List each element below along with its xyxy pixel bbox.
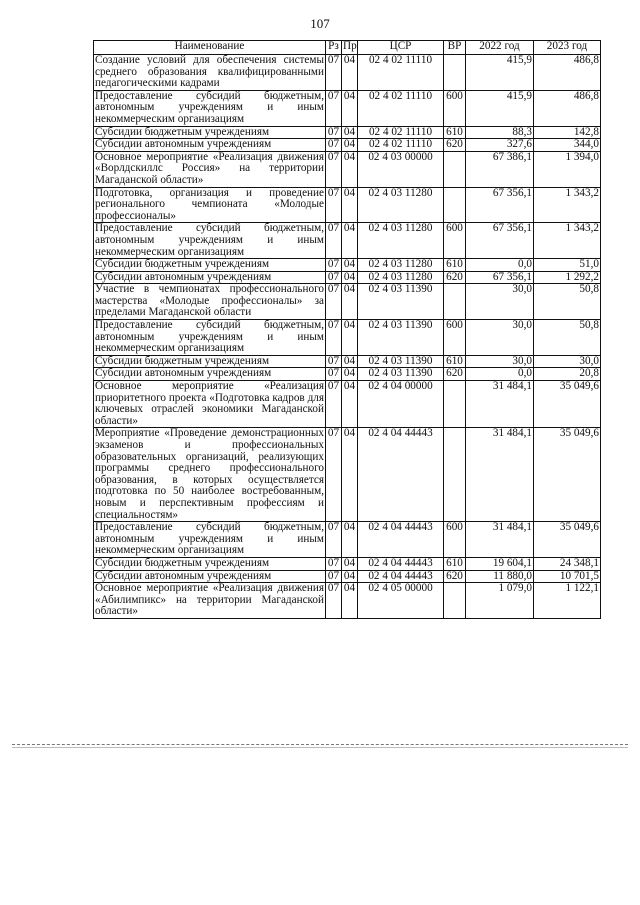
cell-2023: 1 122,1 <box>534 583 601 619</box>
cell-pr: 04 <box>342 522 358 558</box>
cell-2023: 35 049,6 <box>534 522 601 558</box>
cell-csr: 02 4 03 11390 <box>358 355 444 368</box>
cell-2022: 67 386,1 <box>466 151 534 187</box>
cell-2022: 415,9 <box>466 90 534 126</box>
table-row <box>94 55 601 91</box>
cell-csr: 02 4 04 44443 <box>358 570 444 583</box>
cell-name: Предоставление субсидий бюджетным, автономным учреждениям и иным некоммерческим организациям <box>95 222 324 258</box>
cell-2022: 30,0 <box>466 355 534 368</box>
cell-2023: 486,8 <box>534 90 601 126</box>
cell-vr <box>444 381 466 428</box>
cell-name: Субсидии бюджетным учреждениям <box>94 355 326 368</box>
table-body <box>94 55 601 619</box>
cell-rz: 07 <box>326 428 342 522</box>
cell-2023: 1 394,0 <box>534 151 601 187</box>
cell-rz: 07 <box>326 284 342 320</box>
cell-2022: 327,6 <box>466 139 534 152</box>
cell-rz: 07 <box>326 522 342 558</box>
cell-pr: 04 <box>342 320 358 356</box>
cell-csr: 02 4 04 44443 <box>358 557 444 570</box>
table-row <box>94 151 601 187</box>
cell-rz: 07 <box>326 368 342 381</box>
cell-rz: 07 <box>326 55 342 91</box>
cell-pr: 04 <box>342 139 358 152</box>
cell-2023: 142,8 <box>534 126 601 139</box>
cell-pr: 04 <box>342 381 358 428</box>
cell-name: Субсидии бюджетным учреждениям <box>94 126 326 139</box>
cell-name: Субсидии автономным учреждениям <box>94 271 326 284</box>
cell-2023: 20,8 <box>534 368 601 381</box>
cell-vr: 600 <box>444 320 466 356</box>
cell-name: Мероприятие «Проведение демонстрационных экзаменов и профессиональных образовательных организаций, реализующих программы среднего профессионального образования, в которых осуществляется подготовка по 50 наиболее востребованным, новым и перспективным профессиям и специальностям» <box>95 427 324 521</box>
page-number: 107 <box>310 16 330 31</box>
table-row <box>94 187 601 223</box>
cell-name: Подготовка, организация и проведение регионального чемпионата «Молодые профессионалы» <box>95 187 324 222</box>
cell-rz: 07 <box>326 223 342 259</box>
cell-rz: 07 <box>326 557 342 570</box>
cell-2022: 30,0 <box>466 320 534 356</box>
cell-rz: 07 <box>326 90 342 126</box>
cell-name: Участие в чемпионатах профессионального мастерства «Молодые профессионалы» за пределами Магаданской области <box>95 283 324 319</box>
cell-2023: 50,8 <box>534 284 601 320</box>
cell-csr: 02 4 02 11110 <box>358 126 444 139</box>
cell-csr: 02 4 02 11110 <box>358 90 444 126</box>
cell-pr: 04 <box>342 271 358 284</box>
cell-csr: 02 4 03 11280 <box>358 259 444 272</box>
cell-2023: 30,0 <box>534 355 601 368</box>
cell-pr: 04 <box>342 259 358 272</box>
table-row <box>94 368 601 381</box>
cell-csr: 02 4 04 00000 <box>358 381 444 428</box>
table-header-row <box>94 41 601 55</box>
cell-csr: 02 4 03 11280 <box>358 223 444 259</box>
table-row <box>94 271 601 284</box>
cell-csr: 02 4 03 11390 <box>358 284 444 320</box>
cell-pr: 04 <box>342 284 358 320</box>
table-row <box>94 320 601 356</box>
cell-2023: 1 343,2 <box>534 187 601 223</box>
cell-pr: 04 <box>342 583 358 619</box>
cell-rz: 07 <box>326 570 342 583</box>
cell-2022: 31 484,1 <box>466 522 534 558</box>
cell-pr: 04 <box>342 90 358 126</box>
cell-2022: 67 356,1 <box>466 271 534 284</box>
cell-2023: 1 292,2 <box>534 271 601 284</box>
table-row <box>94 259 601 272</box>
cell-rz: 07 <box>326 583 342 619</box>
cell-rz: 07 <box>326 126 342 139</box>
cell-pr: 04 <box>342 570 358 583</box>
cell-rz: 07 <box>326 271 342 284</box>
cell-rz: 07 <box>326 187 342 223</box>
cell-2022: 30,0 <box>466 284 534 320</box>
cell-pr: 04 <box>342 55 358 91</box>
cell-2022: 19 604,1 <box>466 557 534 570</box>
header-2023: 2023 год <box>534 41 601 55</box>
cell-vr <box>444 583 466 619</box>
cell-rz: 07 <box>326 355 342 368</box>
table-row <box>94 570 601 583</box>
cell-2022: 0,0 <box>466 259 534 272</box>
cell-2022: 0,0 <box>466 368 534 381</box>
cell-csr: 02 4 04 44443 <box>358 522 444 558</box>
scan-artifact-line <box>12 744 628 745</box>
table-row <box>94 428 601 522</box>
cell-2023: 10 701,5 <box>534 570 601 583</box>
header-name: Наименование <box>94 41 326 55</box>
cell-name: Предоставление субсидий бюджетным, автономным учреждениям и иным некоммерческим организациям <box>95 90 324 125</box>
cell-2023: 50,8 <box>534 320 601 356</box>
scan-artifact-line <box>12 747 628 748</box>
cell-2023: 35 049,6 <box>534 381 601 428</box>
cell-vr <box>444 55 466 91</box>
cell-csr: 02 4 02 11110 <box>358 139 444 152</box>
cell-csr: 02 4 04 44443 <box>358 428 444 522</box>
cell-2022: 88,3 <box>466 126 534 139</box>
table-row <box>94 583 601 619</box>
cell-vr: 600 <box>444 223 466 259</box>
cell-2022: 67 356,1 <box>466 187 534 223</box>
header-csr: ЦСР <box>358 41 444 55</box>
cell-name: Предоставление субсидий бюджетным, автономным учреждениям и иным некоммерческим организациям <box>95 521 324 557</box>
cell-2023: 344,0 <box>534 139 601 152</box>
table-row <box>94 355 601 368</box>
cell-name: Основное мероприятие «Реализация приоритетного проекта «Подготовка кадров для ключевых отраслей экономики Магаданской области» <box>95 380 324 427</box>
cell-name: Субсидии автономным учреждениям <box>94 139 326 152</box>
cell-vr: 620 <box>444 271 466 284</box>
cell-2022: 31 484,1 <box>466 381 534 428</box>
table-row <box>94 139 601 152</box>
cell-vr <box>444 151 466 187</box>
cell-2022: 415,9 <box>466 55 534 91</box>
cell-pr: 04 <box>342 223 358 259</box>
table-row <box>94 522 601 558</box>
cell-2023: 35 049,6 <box>534 428 601 522</box>
cell-pr: 04 <box>342 557 358 570</box>
cell-2022: 1 079,0 <box>466 583 534 619</box>
cell-pr: 04 <box>342 126 358 139</box>
cell-vr: 600 <box>444 522 466 558</box>
cell-2023: 24 348,1 <box>534 557 601 570</box>
cell-vr: 610 <box>444 557 466 570</box>
header-pr: Пр <box>342 41 358 55</box>
cell-name: Предоставление субсидий бюджетным, автономным учреждениям и иным некоммерческим организациям <box>95 319 324 355</box>
cell-pr: 04 <box>342 151 358 187</box>
table-row <box>94 223 601 259</box>
cell-vr <box>444 428 466 522</box>
cell-rz: 07 <box>326 139 342 152</box>
cell-csr: 02 4 03 11280 <box>358 271 444 284</box>
cell-vr: 610 <box>444 259 466 272</box>
cell-vr <box>444 187 466 223</box>
cell-pr: 04 <box>342 428 358 522</box>
cell-pr: 04 <box>342 187 358 223</box>
cell-2023: 486,8 <box>534 55 601 91</box>
cell-csr: 02 4 03 11390 <box>358 368 444 381</box>
cell-csr: 02 4 05 00000 <box>358 583 444 619</box>
table-row <box>94 126 601 139</box>
cell-vr: 620 <box>444 570 466 583</box>
cell-vr: 620 <box>444 139 466 152</box>
header-rz: Рз <box>326 41 342 55</box>
cell-name: Основное мероприятие «Реализация движения «Ворлдскиллс Россия» на территории Магаданской области» <box>95 151 324 186</box>
cell-pr: 04 <box>342 368 358 381</box>
cell-2022: 31 484,1 <box>466 428 534 522</box>
cell-csr: 02 4 02 11110 <box>358 55 444 91</box>
cell-2023: 1 343,2 <box>534 223 601 259</box>
cell-name: Субсидии бюджетным учреждениям <box>94 259 326 272</box>
cell-pr: 04 <box>342 355 358 368</box>
table-row <box>94 90 601 126</box>
table-row <box>94 284 601 320</box>
cell-vr: 610 <box>444 355 466 368</box>
cell-rz: 07 <box>326 259 342 272</box>
cell-name: Субсидии автономным учреждениям <box>94 368 326 381</box>
table-row <box>94 557 601 570</box>
cell-name: Субсидии автономным учреждениям <box>94 570 326 583</box>
cell-csr: 02 4 03 11390 <box>358 320 444 356</box>
header-2022: 2022 год <box>466 41 534 55</box>
cell-rz: 07 <box>326 320 342 356</box>
cell-vr: 610 <box>444 126 466 139</box>
header-vr: ВР <box>444 41 466 55</box>
cell-name: Основное мероприятие «Реализация движения «Абилимпикс» на территории Магаданской области» <box>95 582 324 618</box>
cell-name: Создание условий для обеспечения системы среднего образования квалифицированными педагогическими кадрами <box>95 54 324 90</box>
cell-rz: 07 <box>326 381 342 428</box>
cell-vr: 600 <box>444 90 466 126</box>
cell-2022: 11 880,0 <box>466 570 534 583</box>
table-row <box>94 381 601 428</box>
budget-table <box>93 40 601 619</box>
cell-rz: 07 <box>326 151 342 187</box>
cell-csr: 02 4 03 11280 <box>358 187 444 223</box>
cell-vr: 620 <box>444 368 466 381</box>
cell-2022: 67 356,1 <box>466 223 534 259</box>
cell-2023: 51,0 <box>534 259 601 272</box>
cell-vr <box>444 284 466 320</box>
cell-name: Субсидии бюджетным учреждениям <box>94 557 326 570</box>
cell-csr: 02 4 03 00000 <box>358 151 444 187</box>
